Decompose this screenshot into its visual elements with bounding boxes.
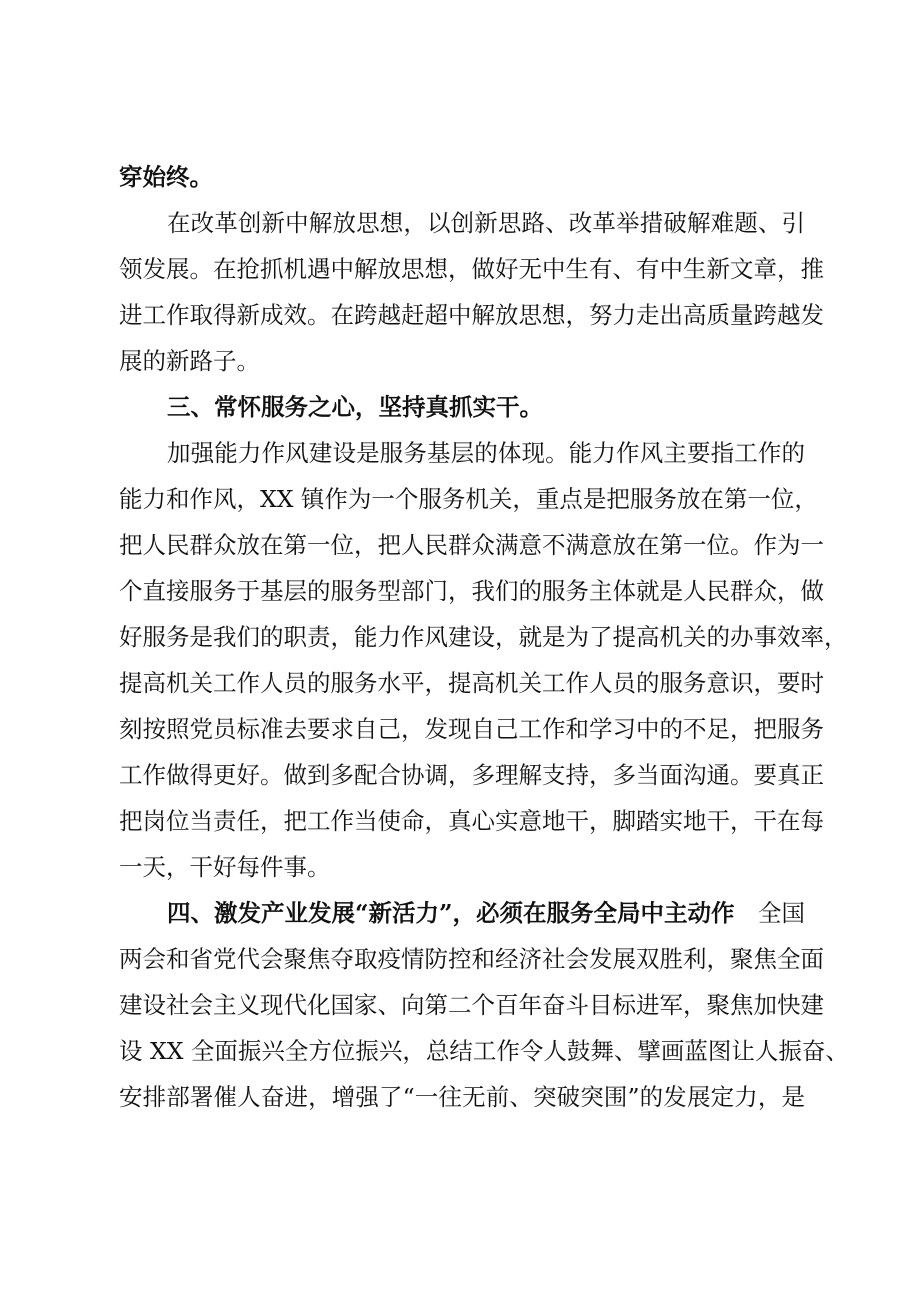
paragraph-line: 个直接服务于基层的服务型部门，我们的服务主体就是人民群众，做 [119, 577, 824, 605]
paragraph-start: 全国 [758, 899, 805, 927]
section-heading-4-line [119, 890, 805, 936]
paragraph-line: 在改革创新中解放思想，以创新思路、改革举措破解难题、引 [167, 209, 805, 237]
paragraph-line: 展的新路子。 [119, 347, 260, 375]
paragraph-line: 安排部署催人奋进，增强了“一往无前、突破突围”的发展定力，是 [119, 1083, 805, 1111]
paragraph-line: 加强能力作风建设是服务基层的体现。能力作风主要指工作的 [167, 439, 805, 467]
paragraph-line: 刻按照党员标准去要求自己，发现自己工作和学习中的不足，把服务 [119, 715, 824, 743]
paragraph-line: 好服务是我们的职责，能力作风建设，就是为了提高机关的办事效率， [119, 623, 848, 651]
section-heading-3: 三、常怀服务之心，坚持真抓实干。 [167, 393, 543, 421]
document-page [119, 154, 849, 1120]
paragraph-line: 把人民群众放在第一位，把人民群众满意不满意放在第一位。作为一 [119, 531, 824, 559]
paragraph-line: 进工作取得新成效。在跨越赶超中解放思想，努力走出高质量跨越发 [119, 301, 824, 329]
paragraph-line: 一天，干好每件事。 [119, 853, 331, 881]
paragraph-line: 工作做得更好。做到多配合协调，多理解支持，多当面沟通。要真正 [119, 761, 824, 789]
paragraph-line: 把岗位当责任，把工作当使命，真心实意地干，脚踏实地干，干在每 [119, 807, 824, 835]
paragraph-line: 提高机关工作人员的服务水平，提高机关工作人员的服务意识，要时 [119, 669, 824, 697]
paragraph-line: 建设社会主义现代化国家、向第二个百年奋斗目标进军，聚焦加快建 [119, 991, 824, 1019]
paragraph-continuation: 穿始终。 [119, 163, 213, 191]
paragraph-line: 能力和作风，XX 镇作为一个服务机关，重点是把服务放在第一位， [119, 485, 818, 513]
paragraph-line: 两会和省党代会聚焦夺取疫情防控和经济社会发展双胜利，聚焦全面 [119, 945, 824, 973]
paragraph-line: 设 XX 全面振兴全方位振兴，总结工作令人鼓舞、擘画蓝图让人振奋、 [119, 1037, 849, 1065]
section-heading-4: 四、激发产业发展“新活力”，必须在服务全局中主动作 [167, 899, 735, 927]
paragraph-line: 领发展。在抢抓机遇中解放思想，做好无中生有、有中生新文章，推 [119, 255, 824, 283]
